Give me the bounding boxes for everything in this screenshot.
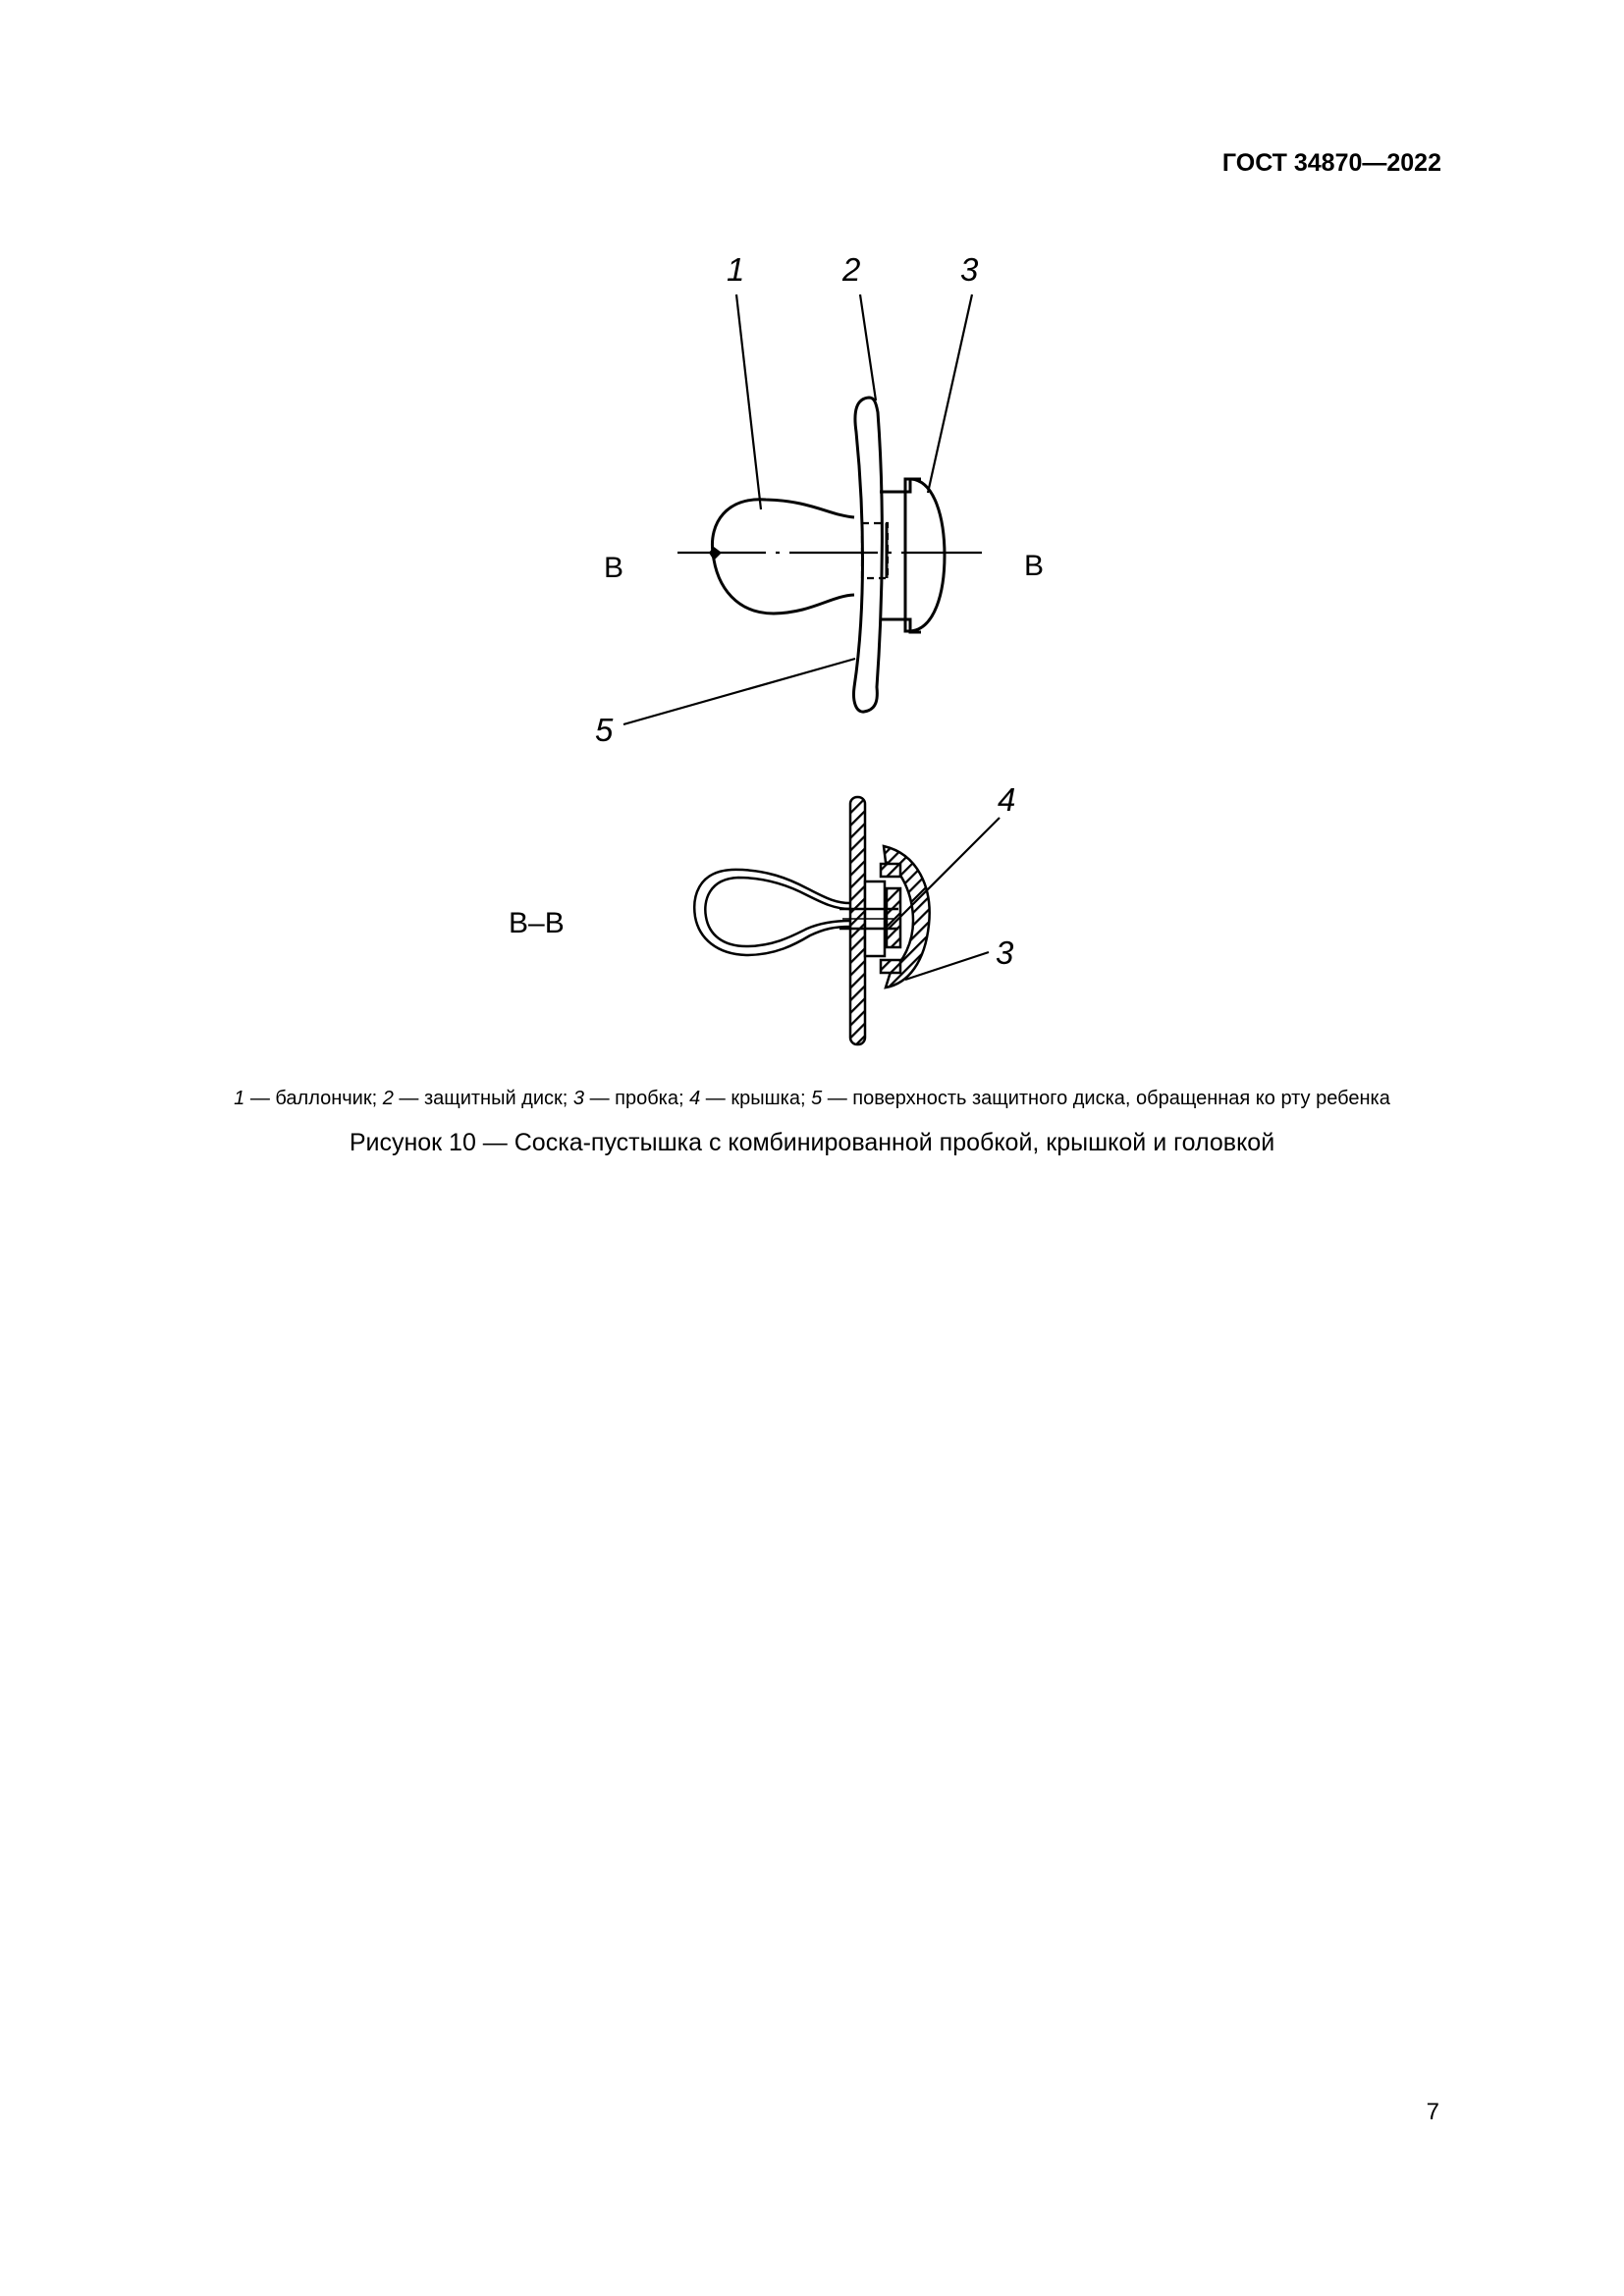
section-title-label: В–В [509,907,565,939]
legend-num: 4 [689,1088,701,1109]
page-number: 7 [1426,2099,1439,2125]
section-mark-left: В [604,552,624,584]
pacifier-side-view [712,398,945,712]
legend-text: — крышка; [700,1088,812,1109]
legend-text: — защитный диск; [393,1088,573,1109]
legend-num: 5 [811,1088,823,1109]
callout-3-section-label: 3 [996,934,1014,971]
callout-2-label: 2 [842,251,861,288]
figure-caption: Рисунок 10 — Соска-пустышка с комбинированной пробкой, крышкой и головкой [349,1129,1275,1156]
callout-3-label: 3 [960,251,979,288]
figure-legend [0,1088,1624,1110]
standard-header: ГОСТ 34870—2022 [1221,149,1441,177]
leader-lines-top [623,294,972,724]
callout-5-label: 5 [595,712,614,748]
legend-text: — баллончик; [244,1088,383,1109]
legend-num: 2 [382,1088,394,1109]
callout-1-label: 1 [727,251,745,288]
legend-text: — поверхность защитного диска, обращенная ко рту ребенка [822,1088,1390,1109]
pacifier-section-view [694,797,929,1044]
section-mark-right: В [1024,550,1045,582]
legend-num: 3 [572,1088,585,1109]
callout-4-label: 4 [998,781,1016,818]
legend-text: — пробка; [584,1088,690,1109]
legend-num: 1 [234,1088,245,1109]
